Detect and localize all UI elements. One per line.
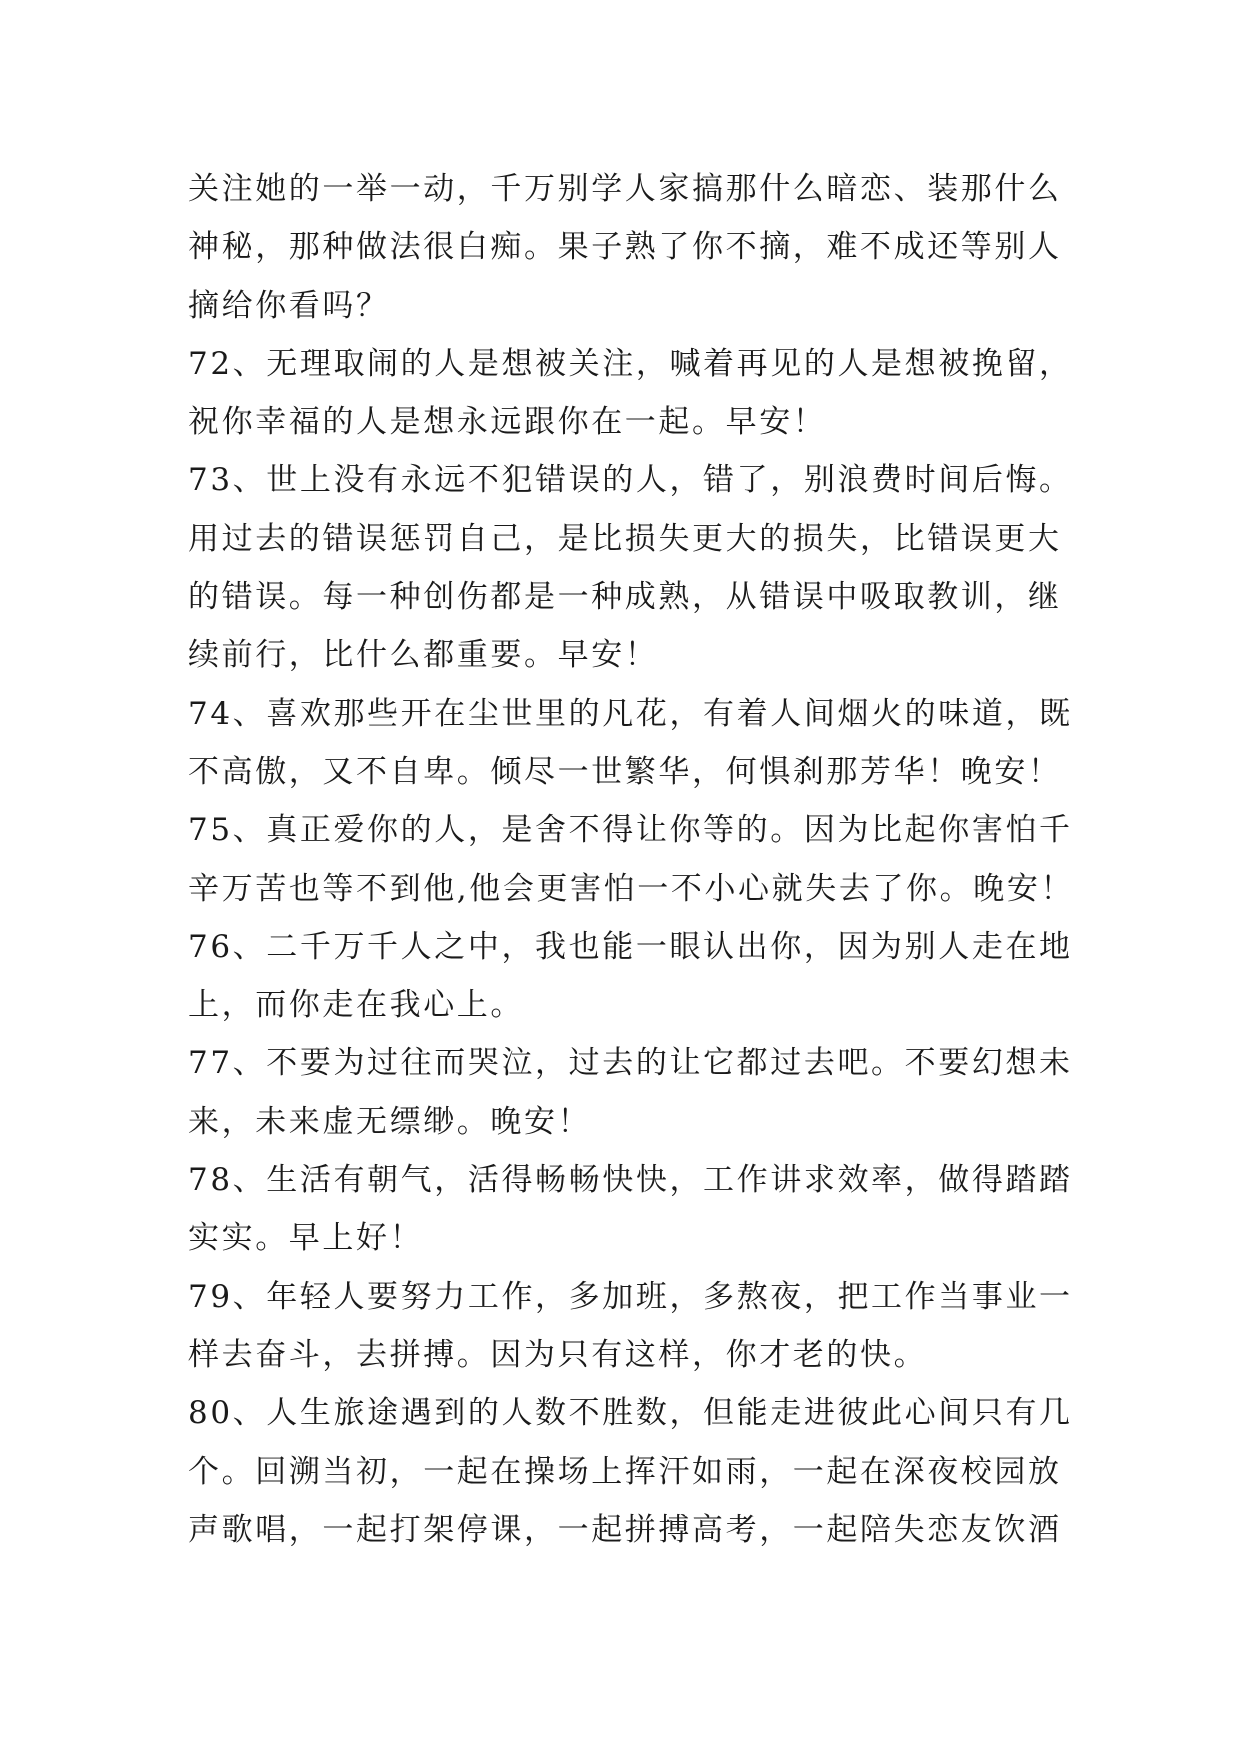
- document-body: [188, 160, 1075, 1559]
- text-line: 祝你幸福的人是想永远跟你在一起。早安！: [188, 404, 827, 441]
- text-line: 样去奋斗，去拼搏。因为只有这样，你才老的快。: [188, 1336, 928, 1373]
- text-line: 78、生活有朝气，活得畅畅快快，工作讲求效率，做得踏踏: [188, 1162, 1073, 1199]
- text-line: 74、喜欢那些开在尘世里的凡花，有着人间烟火的味道，既: [188, 695, 1073, 732]
- text-line: 79、年轻人要努力工作，多加班，多熬夜，把工作当事业一: [188, 1278, 1073, 1315]
- text-line: 不高傲，又不自卑。倾尽一世繁华，何惧刹那芳华！晚安！: [188, 753, 1062, 790]
- text-line: 来，未来虚无缥缈。晚安！: [188, 1103, 592, 1140]
- text-line: 实实。早上好！: [188, 1220, 424, 1257]
- text-line: 摘给你看吗？: [188, 287, 390, 324]
- text-line: 续前行，比什么都重要。早安！: [188, 637, 659, 674]
- text-line: 76、二千万千人之中，我也能一眼认出你，因为别人走在地: [188, 928, 1073, 965]
- text-line: 声歌唱，一起打架停课，一起拼搏高考，一起陪失恋友饮酒: [188, 1511, 1062, 1548]
- text-line: 用过去的错误惩罚自己，是比损失更大的损失，比错误更大: [188, 520, 1062, 557]
- text-line: 77、不要为过往而哭泣，过去的让它都过去吧。不要幻想未: [188, 1045, 1073, 1082]
- text-line: 73、世上没有永远不犯错误的人，错了，别浪费时间后悔。: [188, 462, 1073, 499]
- text-line: 75、真正爱你的人，是舍不得让你等的。因为比起你害怕千: [188, 812, 1073, 849]
- text-line: 辛万苦也等不到他,他会更害怕一不小心就失去了你。晚安！: [188, 870, 1075, 907]
- text-line: 神秘，那种做法很白痴。果子熟了你不摘，难不成还等别人: [188, 229, 1062, 266]
- text-line: 的错误。每一种创伤都是一种成熟，从错误中吸取教训，继: [188, 579, 1062, 616]
- text-line: 72、无理取闹的人是想被关注，喊着再见的人是想被挽留，: [188, 345, 1073, 382]
- text-line: 关注她的一举一动，千万别学人家搞那什么暗恋、装那什么: [188, 171, 1062, 207]
- text-line: 个。回溯当初，一起在操场上挥汗如雨，一起在深夜校园放: [188, 1453, 1062, 1490]
- text-line: 上，而你走在我心上。: [188, 987, 524, 1024]
- text-line: 80、人生旅途遇到的人数不胜数，但能走进彼此心间只有几: [188, 1395, 1073, 1432]
